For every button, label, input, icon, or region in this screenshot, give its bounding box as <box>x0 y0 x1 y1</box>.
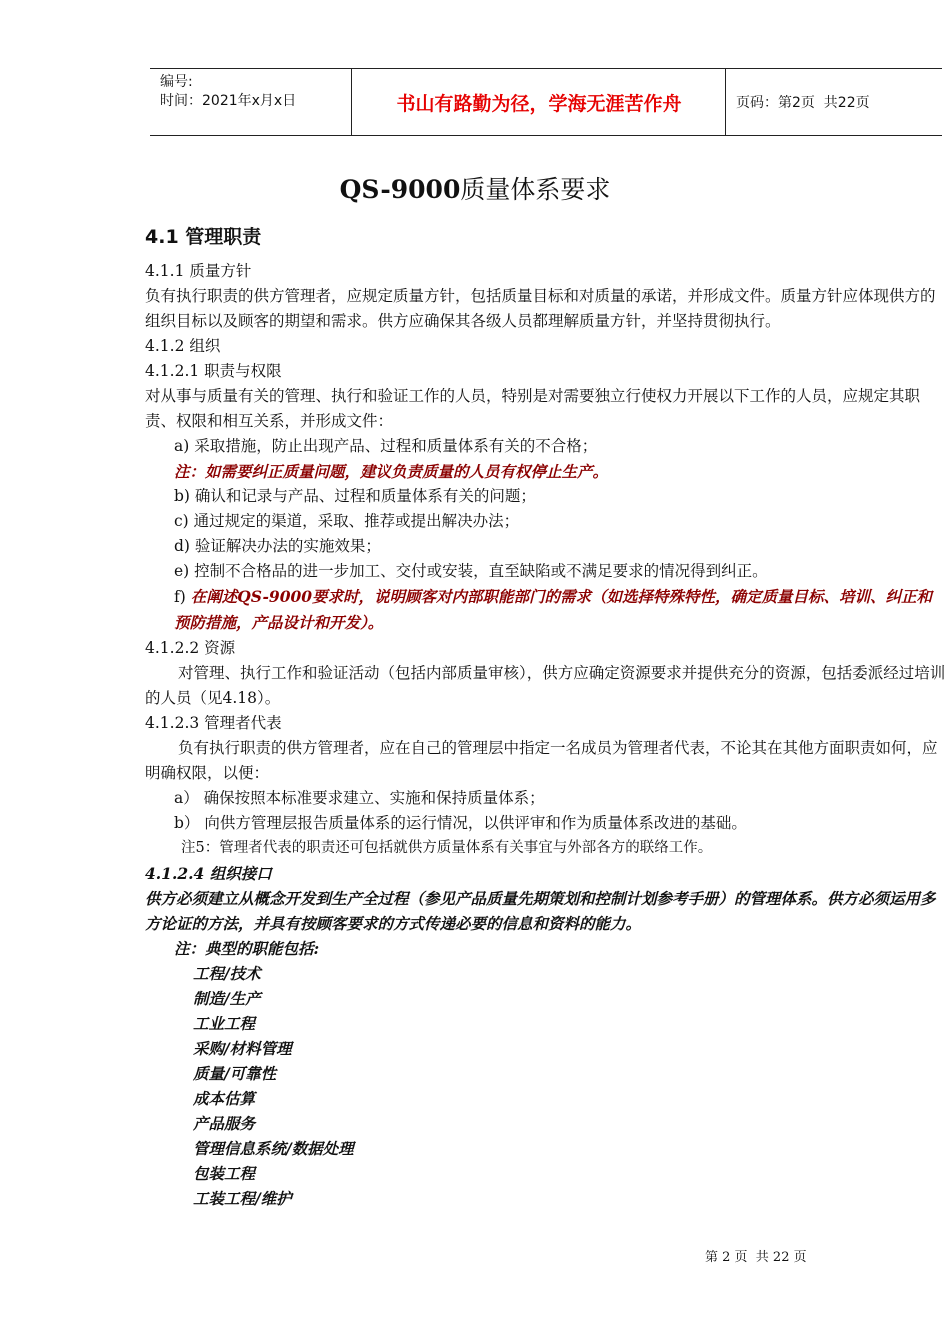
list-item: a) 采取措施，防止出现产品、过程和质量体系有关的不合格； <box>174 437 598 455</box>
clause-heading: 4.1.2.1 职责与权限 <box>145 362 282 380</box>
function-item: 管理信息系统/数据处理 <box>193 1139 354 1158</box>
title-cn: 质量体系要求 <box>460 175 611 204</box>
number-label: 编号: <box>160 74 193 90</box>
section-heading: 4.1 管理职责 <box>145 226 262 248</box>
header-motto: 书山有路勤为径，学海无涯苦作舟 <box>396 92 682 115</box>
clause-heading: 4.1.2.3 管理者代表 <box>145 714 282 732</box>
note: 注：典型的职能包括: <box>174 939 320 958</box>
clause-heading: 4.1.2.4 组织接口 <box>145 864 272 883</box>
function-item: 工程/技术 <box>193 964 261 983</box>
list-marker: f) <box>174 588 191 606</box>
paragraph: 对管理、执行工作和验证活动（包括内部质量审核），供方应确定资源要求并提供充分的资源，包括委派经过培训的人员（见4.18）。 <box>145 664 946 707</box>
list-item: a） 确保按照本标准要求建立、实施和保持质量体系； <box>174 789 545 807</box>
document-body <box>145 259 947 1211</box>
list-item: b) 确认和记录与产品、过程和质量体系有关的问题； <box>174 487 536 505</box>
clause-heading: 4.1.1 质量方针 <box>145 262 252 280</box>
paragraph: 负有执行职责的供方管理者，应在自己的管理层中指定一名成员为管理者代表，不论其在其他方面职责如何，应明确权限，以便： <box>145 739 938 782</box>
header-divider <box>725 69 726 135</box>
header-divider <box>351 69 352 135</box>
document-title <box>0 170 950 206</box>
function-item: 工业工程 <box>193 1014 256 1033</box>
title-en: QS-9000 <box>339 175 461 204</box>
list-item: e) 控制不合格品的进一步加工、交付或安装，直至缺陷或不满足要求的情况得到纠正。 <box>174 562 768 580</box>
clause-heading: 4.1.2 组织 <box>145 337 221 355</box>
page-footer: 第 2 页 共 22 页 <box>705 1250 807 1265</box>
list-item: b） 向供方管理层报告质量体系的运行情况，以供评审和作为质量体系改进的基础。 <box>174 814 747 832</box>
function-item: 成本估算 <box>193 1089 256 1108</box>
list-item-text: 在阐述QS-9000要求时，说明顾客对内部职能部门的需求（如选择特殊特性，确定质量目标、培训、纠正和预防措施，产品设计和开发）。 <box>174 587 933 632</box>
function-item: 制造/生产 <box>193 989 261 1008</box>
header-meta <box>160 73 350 111</box>
header-page-code: 页码：第2页 共22页 <box>736 95 870 111</box>
paragraph: 供方必须建立从概念开发到生产全过程（参见产品质量先期策划和控制计划参考手册）的管理体系。供方必须运用多方论证的方法，并具有按顾客要求的方式传递必要的信息和资料的能力。 <box>145 889 936 933</box>
function-item: 包装工程 <box>193 1164 256 1183</box>
header-table <box>150 68 942 136</box>
function-item: 采购/材料管理 <box>193 1039 292 1058</box>
note: 注：如需要纠正质量问题，建议负责质量的人员有权停止生产。 <box>174 462 609 481</box>
function-item: 产品服务 <box>193 1114 256 1133</box>
paragraph: 对从事与质量有关的管理、执行和验证工作的人员，特别是对需要独立行使权力开展以下工作的人员，应规定其职责、权限和相互关系，并形成文件： <box>145 387 921 430</box>
function-item: 质量/可靠性 <box>193 1064 277 1083</box>
date-label: 时间：2021年x月x日 <box>160 93 297 109</box>
function-item: 工装工程/维护 <box>193 1189 292 1208</box>
paragraph: 负有执行职责的供方管理者，应规定质量方针，包括质量目标和对质量的承诺，并形成文件。质量方针应体现供方的组织目标以及顾客的期望和需求。供方应确保其各级人员都理解质量方针，并坚持贯彻执行。 <box>145 287 936 330</box>
note: 注5：管理者代表的职责还可包括就供方质量体系有关事宜与外部各方的联络工作。 <box>181 840 713 856</box>
list-item: c) 通过规定的渠道，采取、推荐或提出解决办法； <box>174 512 520 530</box>
clause-heading: 4.1.2.2 资源 <box>145 639 236 657</box>
list-item <box>145 584 947 636</box>
function-list <box>145 961 947 1211</box>
list-item: d) 验证解决办法的实施效果； <box>174 537 381 555</box>
